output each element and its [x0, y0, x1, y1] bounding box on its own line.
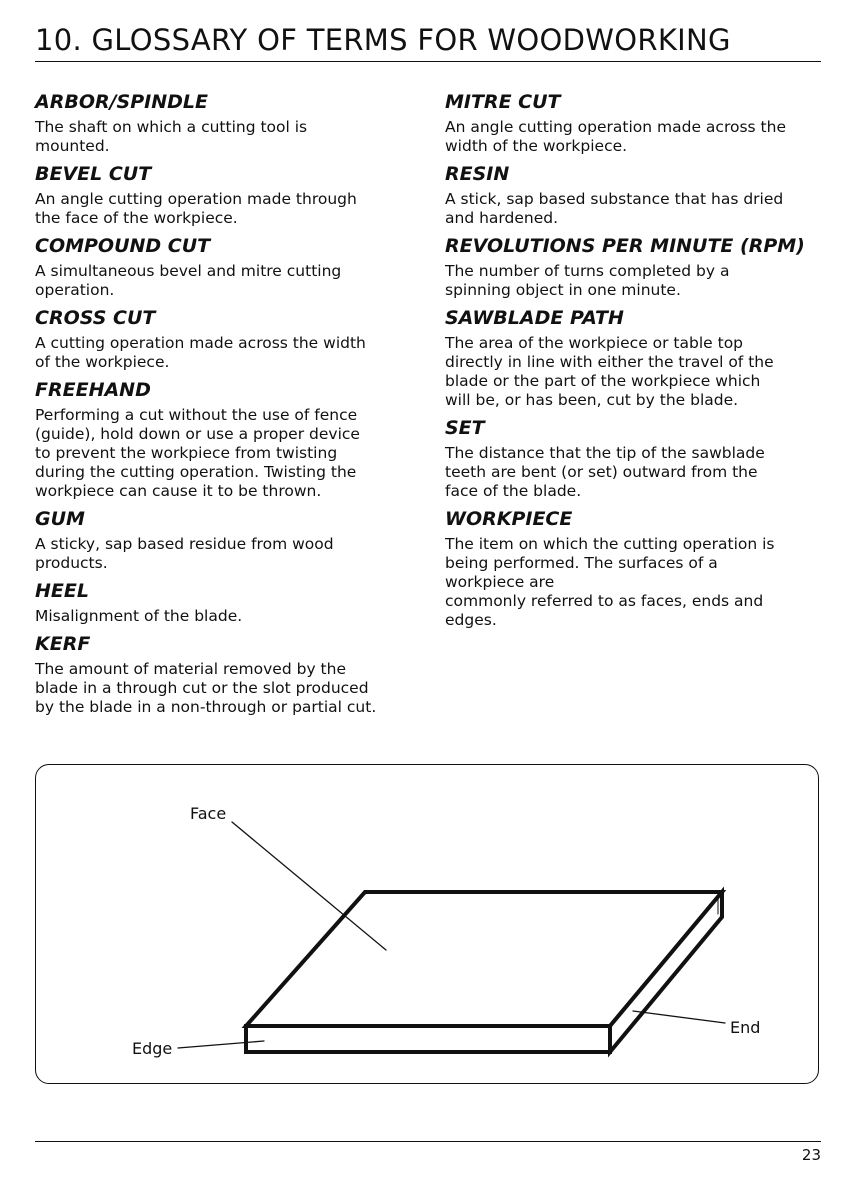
end-leader-line: [633, 1011, 725, 1023]
definition-line: being performed. The surfaces of a: [445, 554, 718, 572]
definition-line: commonly referred to as faces, ends and: [445, 592, 764, 610]
glossary-entry-set: [445, 416, 821, 501]
glossary-column-right: [445, 90, 821, 636]
glossary-definition: [35, 535, 410, 573]
definition-line: width of the workpiece.: [445, 137, 628, 155]
glossary-term: RESIN: [445, 163, 510, 185]
definition-line: edges.: [445, 611, 497, 629]
glossary-term: ARBOR/SPINDLE: [35, 91, 208, 113]
definition-line: operation.: [35, 281, 115, 299]
glossary-entry-gum: [35, 507, 410, 573]
glossary-term: HEEL: [35, 580, 89, 602]
glossary-definition: [35, 262, 410, 300]
glossary-definition: [35, 607, 410, 626]
glossary-term: SAWBLADE PATH: [445, 307, 624, 329]
glossary-column-left: [35, 90, 410, 723]
glossary-entry-bevel-cut: [35, 162, 410, 228]
definition-line: The amount of material removed by the: [35, 660, 346, 678]
definition-line: blade in a through cut or the slot produced: [35, 679, 369, 697]
glossary-definition: [35, 660, 410, 717]
glossary-definition: [445, 190, 821, 228]
definition-line: blade or the part of the workpiece which: [445, 372, 761, 390]
glossary-definition: [445, 118, 821, 156]
definition-line: (guide), hold down or use a proper device: [35, 425, 360, 443]
glossary-entry-mitre-cut: [445, 90, 821, 156]
definition-line: The distance that the tip of the sawblade: [445, 444, 765, 462]
definition-line: A stick, sap based substance that has dried: [445, 190, 784, 208]
definition-line: by the blade in a non-through or partial cut.: [35, 698, 377, 716]
definition-line: workpiece can cause it to be thrown.: [35, 482, 322, 500]
glossary-entry-kerf: [35, 632, 410, 717]
glossary-term: GUM: [35, 508, 85, 530]
definition-line: Misalignment of the blade.: [35, 607, 243, 625]
definition-line: The area of the workpiece or table top: [445, 334, 744, 352]
definition-line: A cutting operation made across the width: [35, 334, 366, 352]
glossary-entry-workpiece: [445, 507, 821, 630]
definition-line: products.: [35, 554, 108, 572]
glossary-entry-cross-cut: [35, 306, 410, 372]
end-label: End: [730, 1018, 761, 1037]
glossary-entry-heel: [35, 579, 410, 626]
title-divider: [35, 61, 821, 62]
glossary-term: KERF: [35, 633, 91, 655]
face-leader-line: [232, 822, 386, 950]
glossary-definition: [445, 334, 821, 410]
definition-line: An angle cutting operation made through: [35, 190, 357, 208]
glossary-definition: [445, 444, 821, 501]
glossary-entry-resin: [445, 162, 821, 228]
glossary-definition: [445, 535, 821, 630]
workpiece-diagram: [35, 764, 819, 1084]
glossary-term: REVOLUTIONS PER MINUTE (RPM): [445, 235, 805, 257]
definition-line: and hardened.: [445, 209, 559, 227]
face-label: Face: [190, 804, 227, 823]
workpiece-front-edge: [246, 1026, 610, 1052]
definition-line: the face of the workpiece.: [35, 209, 238, 227]
glossary-term: FREEHAND: [35, 379, 151, 401]
definition-line: A sticky, sap based residue from wood: [35, 535, 334, 553]
glossary-entry-freehand: [35, 378, 410, 501]
definition-line: face of the blade.: [445, 482, 582, 500]
glossary-definition: [35, 334, 410, 372]
glossary-term: COMPOUND CUT: [35, 235, 211, 257]
definition-line: mounted.: [35, 137, 110, 155]
definition-line: Performing a cut without the use of fence: [35, 406, 358, 424]
glossary-definition: [445, 262, 821, 300]
glossary-term: WORKPIECE: [445, 508, 573, 530]
edge-label: Edge: [132, 1039, 173, 1058]
definition-line: during the cutting operation. Twisting the: [35, 463, 357, 481]
glossary-entry-revolutions-per-minute-rpm: [445, 234, 821, 300]
page-title: 10. GLOSSARY OF TERMS FOR WOODWORKING: [35, 23, 731, 57]
glossary-entry-sawblade-path: [445, 306, 821, 410]
definition-line: will be, or has been, cut by the blade.: [445, 391, 739, 409]
definition-line: A simultaneous bevel and mitre cutting: [35, 262, 342, 280]
glossary-term: MITRE CUT: [445, 91, 561, 113]
definition-line: An angle cutting operation made across the: [445, 118, 786, 136]
definition-line: workpiece are: [445, 573, 555, 591]
definition-line: teeth are bent (or set) outward from the: [445, 463, 758, 481]
footer-divider: [35, 1141, 821, 1142]
glossary-entry-arbor-spindle: [35, 90, 410, 156]
glossary-definition: [35, 118, 410, 156]
glossary-definition: [35, 190, 410, 228]
glossary-term: SET: [445, 417, 485, 439]
glossary-definition: [35, 406, 410, 501]
definition-line: The item on which the cutting operation is: [445, 535, 775, 553]
glossary-term: BEVEL CUT: [35, 163, 152, 185]
glossary-term: CROSS CUT: [35, 307, 156, 329]
definition-line: spinning object in one minute.: [445, 281, 681, 299]
definition-line: to prevent the workpiece from twisting: [35, 444, 338, 462]
definition-line: The number of turns completed by a: [445, 262, 730, 280]
definition-line: directly in line with either the travel of the: [445, 353, 774, 371]
definition-line: of the workpiece.: [35, 353, 170, 371]
glossary-entry-compound-cut: [35, 234, 410, 300]
page-number: 23: [801, 1146, 821, 1164]
definition-line: The shaft on which a cutting tool is: [35, 118, 308, 136]
